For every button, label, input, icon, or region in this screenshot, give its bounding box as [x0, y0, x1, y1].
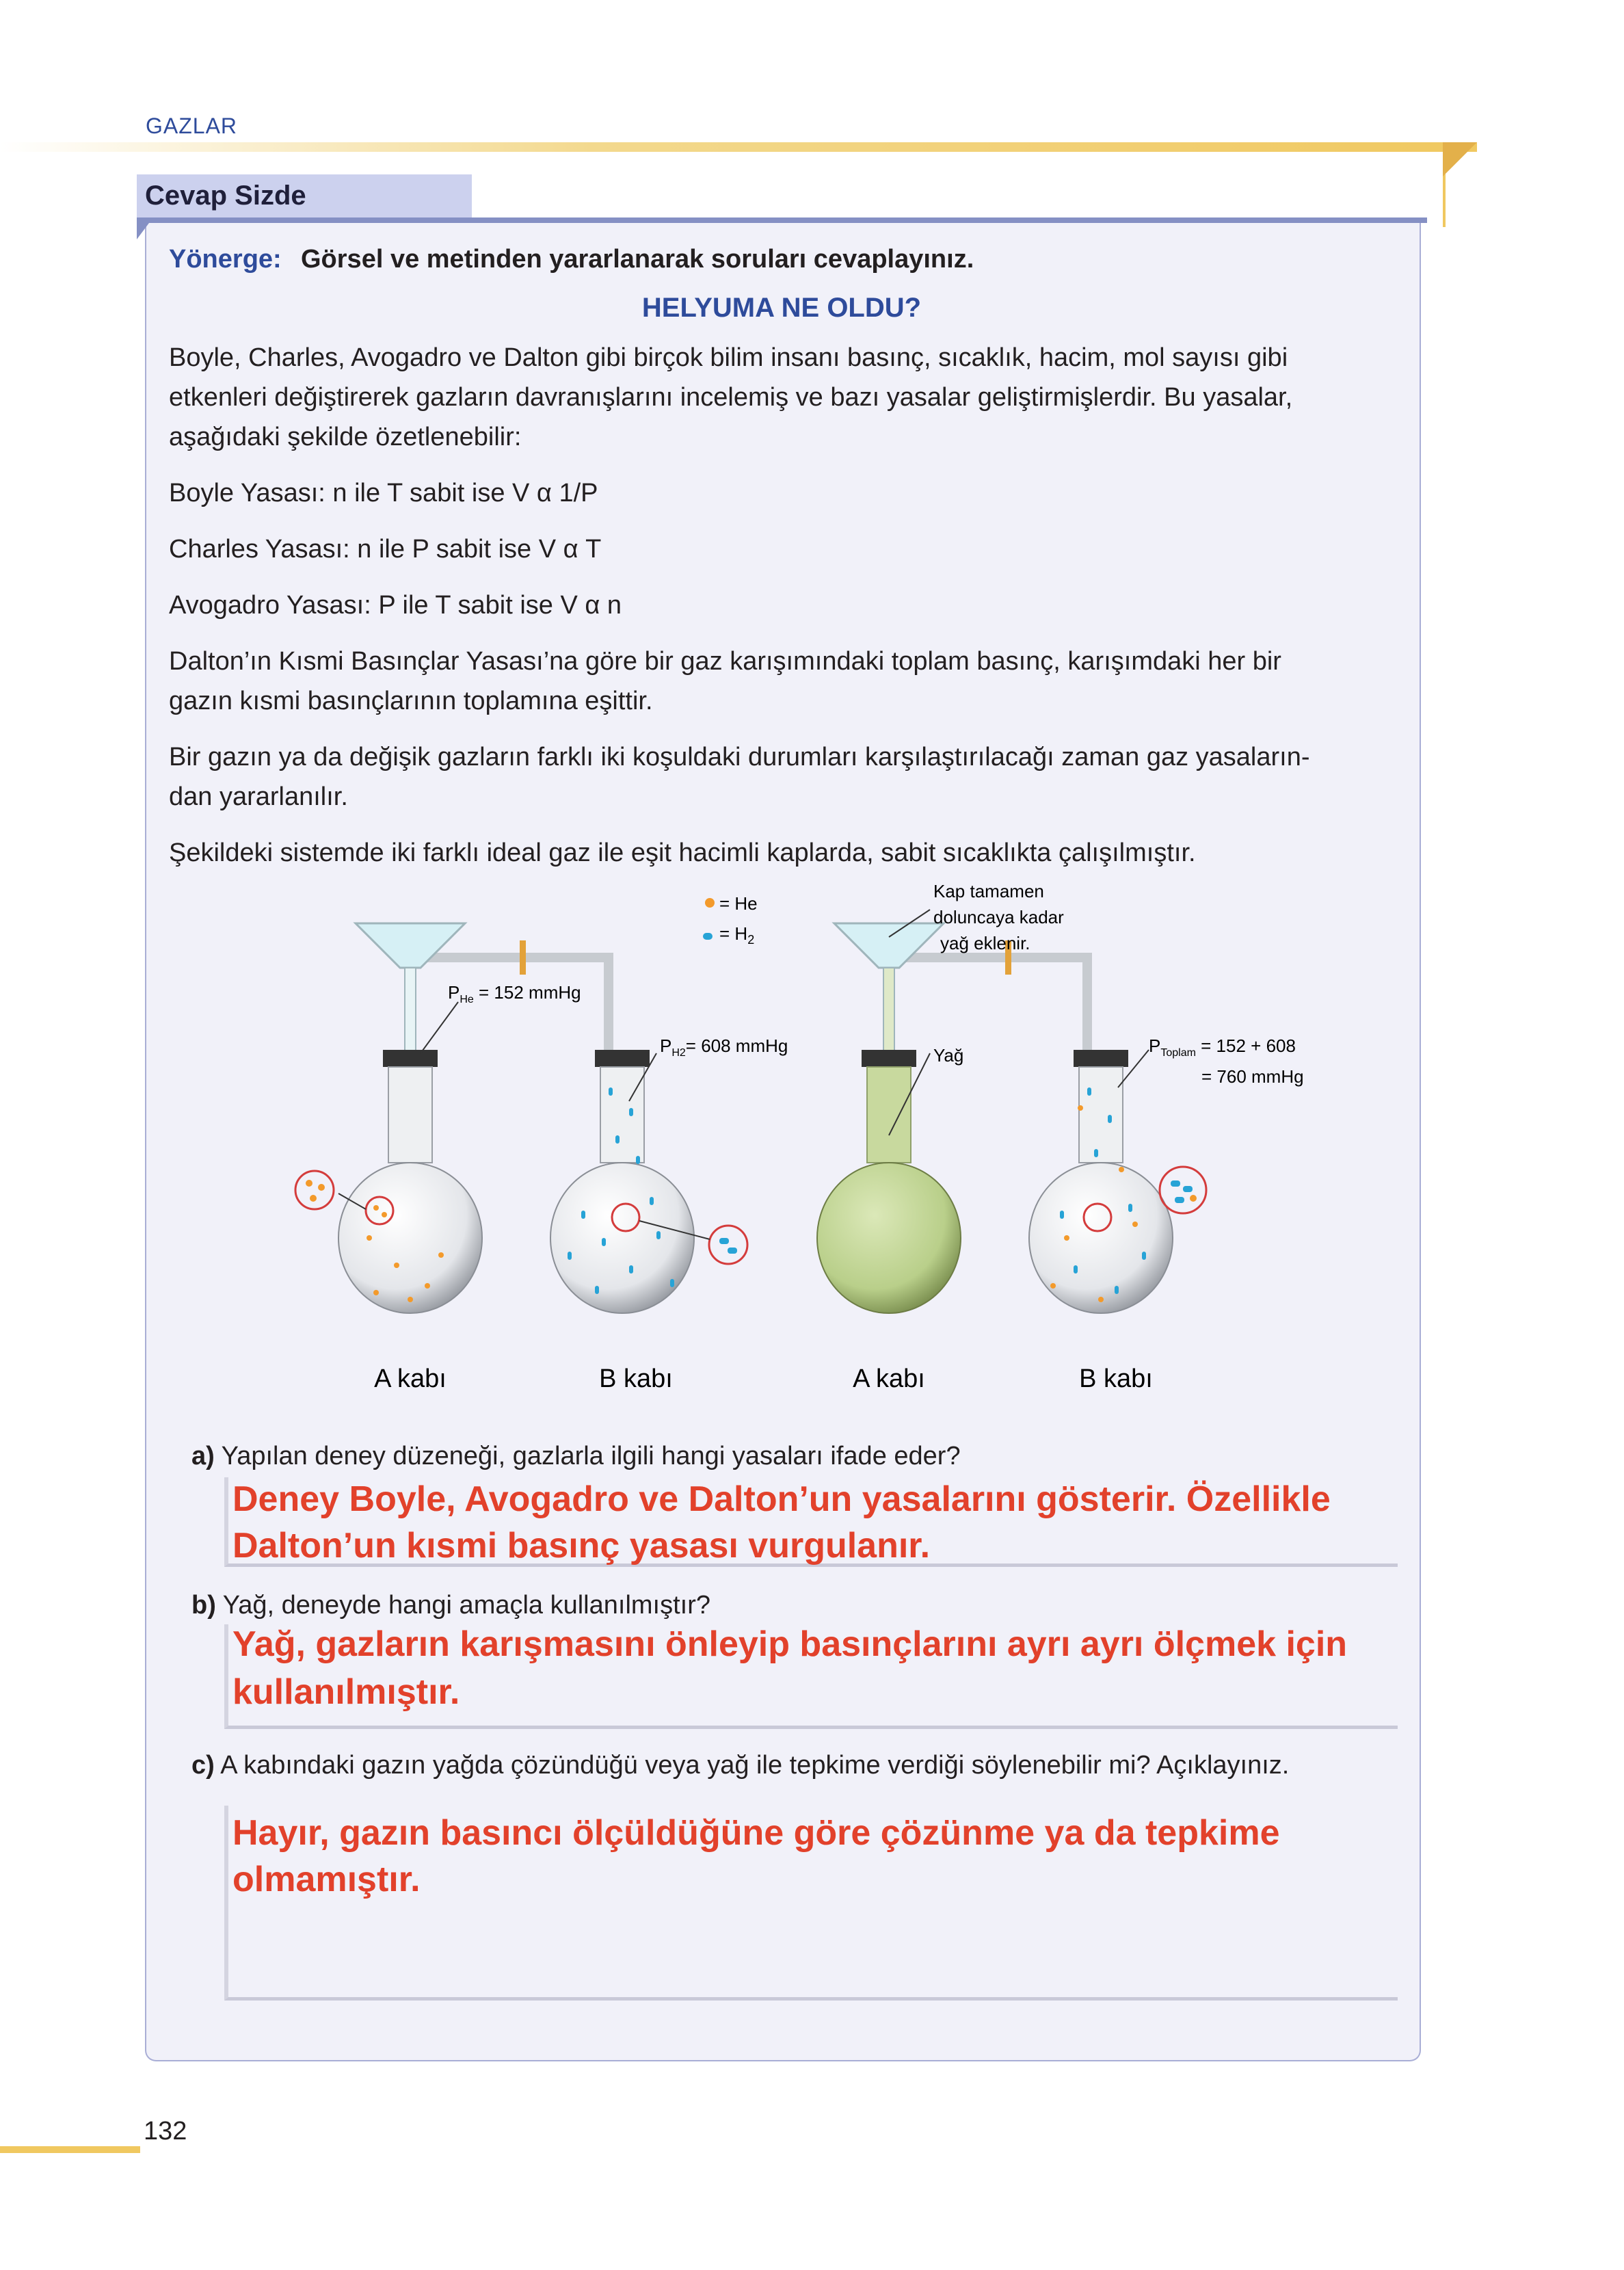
- question-c-label: c): [191, 1751, 215, 1780]
- note-line-2: doluncaya kadar: [933, 907, 1064, 927]
- oil-label: Yağ: [933, 1045, 964, 1066]
- tab-triangle: [137, 223, 149, 239]
- note-line-1: Kap tamamen: [933, 882, 1044, 901]
- boyle-law: Boyle Yasası: n ile T sabit ise V α 1/P: [169, 479, 598, 507]
- flask-b2: [1029, 1050, 1206, 1313]
- pressure-total: $P_{Toplam} = 152 + 608$: [1149, 1035, 1296, 1059]
- note-line-3: yağ eklenir.: [940, 933, 1030, 953]
- intro-line-2: etkenleri değiştirerek gazların davranışlarını incelemiş ve bazı yasalar geliştirmişlerdir. Bu yasalar,: [169, 383, 1293, 412]
- answer-b-line-1: Yağ, gazların karışmasını önleyip basınçlarını ayrı ayrı ölçmek için: [232, 1624, 1348, 1664]
- legend-he: = He: [719, 893, 758, 914]
- legend-h2: = $H_2$: [719, 923, 755, 947]
- question-c-text: A kabındaki gazın yağda çözündüğü veya yağ ile tepkime verdiği söylenebilir mi? Açıklayınız.: [220, 1751, 1290, 1780]
- question-a-text: Yapılan deney düzeneği, gazlarla ilgili hangi yasaları ifade eder?: [221, 1442, 961, 1470]
- dalton-line-1: Dalton’ın Kısmi Basınçlar Yasası’na göre bir gaz karışımındaki toplam basınç, karışımdaki her bir: [169, 647, 1281, 676]
- avogadro-law: Avogadro Yasası: P ile T sabit ise V α n: [169, 591, 622, 620]
- footer-rule: [0, 2146, 140, 2153]
- intro-line-1: Boyle, Charles, Avogadro ve Dalton gibi birçok bilim insanı basınç, sıcaklık, hacim, mol sayısı gibi: [169, 343, 1288, 372]
- flask-a2: [817, 1050, 961, 1313]
- flask-b1: [550, 1050, 747, 1313]
- directive-label: Yönerge:: [169, 245, 282, 274]
- header-corner-triangle: [1443, 142, 1477, 176]
- answer-c-line-1: Hayır, gazın basıncı ölçüldüğüne göre çözünme ya da tepkime: [232, 1813, 1280, 1853]
- answer-a-line-1: Deney Boyle, Avogadro ve Dalton’un yasalarını gösterir. Özellikle: [232, 1479, 1331, 1519]
- question-b-text: Yağ, deneyde hangi amaçla kullanılmıştır?: [222, 1591, 711, 1620]
- caption-a2: A kabı: [853, 1364, 925, 1393]
- pressure-h2: $P_{H2}= 608$ mmHg: [660, 1035, 788, 1059]
- legend-h2-marker: [703, 933, 713, 940]
- pressure-total-sum: = 760 mmHg: [1201, 1066, 1304, 1087]
- section-tab-label: Cevap Sizde: [145, 181, 306, 211]
- tube-left: [410, 958, 609, 1053]
- system-description: Şekildeki sistemde iki farklı ideal gaz ile eşit hacimli kaplarda, sabit sıcaklıkta çalışılmıştır.: [169, 839, 1196, 867]
- answer-b-line-2: kullanılmıştır.: [232, 1672, 460, 1712]
- header-section-title: GAZLAR: [146, 114, 238, 138]
- question-b: [191, 1585, 710, 1625]
- directive-text: Görsel ve metinden yararlanarak soruları cevaplayınız.: [301, 245, 974, 274]
- caption-b1: B kabı: [599, 1364, 673, 1393]
- question-a: [191, 1436, 961, 1476]
- caption-a1: A kabı: [374, 1364, 447, 1393]
- answer-c-line-2: olmamıştır.: [232, 1860, 421, 1899]
- compare-line-1: Bir gazın ya da değişik gazların farklı iki koşuldaki durumları karşılaştırılacağı zaman gaz yasaların-: [169, 743, 1310, 771]
- question-a-label: a): [191, 1442, 215, 1470]
- flask-a1: [295, 1050, 482, 1313]
- charles-law: Charles Yasası: n ile P sabit ise V α T: [169, 535, 602, 564]
- page-number: 132: [144, 2117, 187, 2146]
- compare-line-2: dan yararlanılır.: [169, 782, 348, 811]
- pressure-he: $P_{He} = 152$ mmHg: [448, 982, 581, 1005]
- section-title: HELYUMA NE OLDU?: [641, 293, 922, 323]
- tube-right: [889, 958, 1087, 1053]
- question-b-label: b): [191, 1591, 216, 1620]
- experiment-figure: [274, 882, 1340, 1416]
- leader-phe: [421, 1002, 458, 1053]
- question-c: [191, 1745, 1289, 1785]
- clamp-left: [520, 940, 526, 975]
- tab-underline: [137, 217, 1427, 223]
- dalton-line-2: gazın kısmi basınçlarının toplamına eşittir.: [169, 687, 653, 715]
- caption-b2: B kabı: [1079, 1364, 1153, 1393]
- answer-a-line-2: Dalton’un kısmi basınç yasası vurgulanır.: [232, 1526, 931, 1566]
- header-rule: [0, 142, 1477, 152]
- legend-he-marker: [705, 898, 715, 908]
- intro-line-3: aşağıdaki şekilde özetlenebilir:: [169, 423, 522, 451]
